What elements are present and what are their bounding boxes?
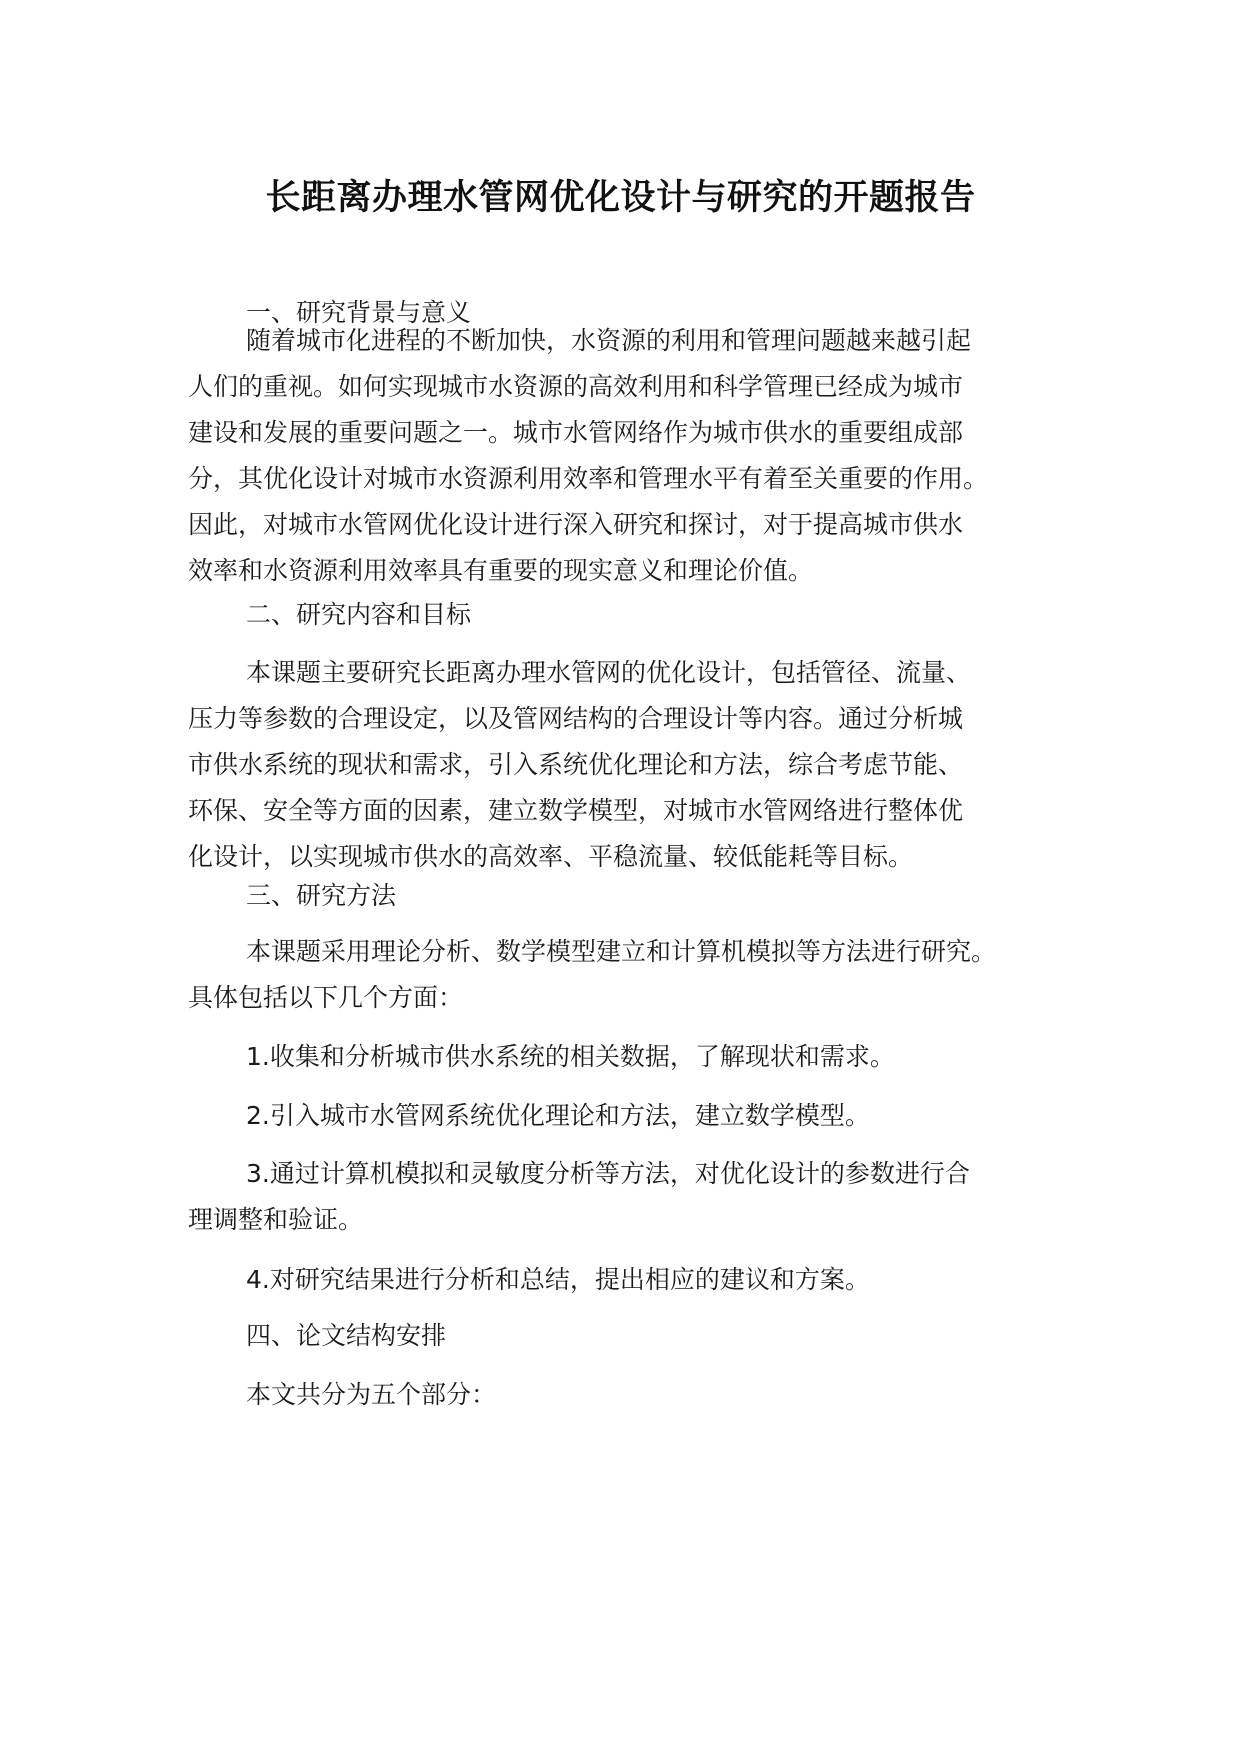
list-item-line: 3.通过计算机模拟和灵敏度分析等方法，对优化设计的参数进行合 [246,1159,970,1188]
list-item [188,1257,1068,1303]
paragraph-line: 市供水系统的现状和需求，引入系统优化理论和方法，综合考虑节能、 [188,750,964,779]
paragraph-structure [188,1372,1068,1418]
document-title: 长距离办理水管网优化设计与研究的开题报告 [265,178,976,218]
paragraph-line: 本课题主要研究长距离办理水管网的优化设计，包括管径、流量、 [246,658,972,687]
paragraph-line: 具体包括以下几个方面： [188,983,464,1012]
section-heading-background: 一、研究背景与意义 [246,298,472,327]
list-item-line: 4.对研究结果进行分析和总结，提出相应的建议和方案。 [246,1265,870,1294]
section-heading-methods: 三、研究方法 [246,881,397,910]
paragraph-line: 随着城市化进程的不断加快，水资源的利用和管理问题越来越引起 [246,326,972,355]
list-item [188,1093,1068,1139]
paragraph-line: 本文共分为五个部分： [246,1380,497,1409]
list-item [188,1034,1068,1080]
list-item [188,1151,1068,1243]
list-item-line: 理调整和验证。 [188,1205,364,1234]
paragraph-line: 分，其优化设计对城市水资源利用效率和管理水平有着至关重要的作用。 [188,464,989,493]
paragraph-line: 环保、安全等方面的因素，建立数学模型，对城市水管网络进行整体优 [188,796,964,825]
paragraph-content [188,650,1068,880]
paragraph-line: 因此，对城市水管网优化设计进行深入研究和探讨，对于提高城市供水 [188,510,964,539]
list-item-line: 1.收集和分析城市供水系统的相关数据，了解现状和需求。 [246,1042,895,1071]
section-heading-content: 二、研究内容和目标 [246,600,472,629]
list-item-line: 2.引入城市水管网系统优化理论和方法，建立数学模型。 [246,1101,870,1130]
section-heading-structure: 四、论文结构安排 [246,1321,447,1350]
paragraph-background [188,318,1068,594]
paragraph-line: 化设计，以实现城市供水的高效率、平稳流量、较低能耗等目标。 [188,842,914,871]
paragraph-line: 本课题采用理论分析、数学模型建立和计算机模拟等方法进行研究。 [246,937,997,966]
paragraph-line: 建设和发展的重要问题之一。城市水管网络作为城市供水的重要组成部 [188,418,964,447]
paragraph-line: 人们的重视。如何实现城市水资源的高效利用和科学管理已经成为城市 [188,372,964,401]
paragraph-line: 压力等参数的合理设定，以及管网结构的合理设计等内容。通过分析城 [188,704,964,733]
paragraph-line: 效率和水资源利用效率具有重要的现实意义和理论价值。 [188,556,814,585]
paragraph-methods [188,929,1068,1021]
